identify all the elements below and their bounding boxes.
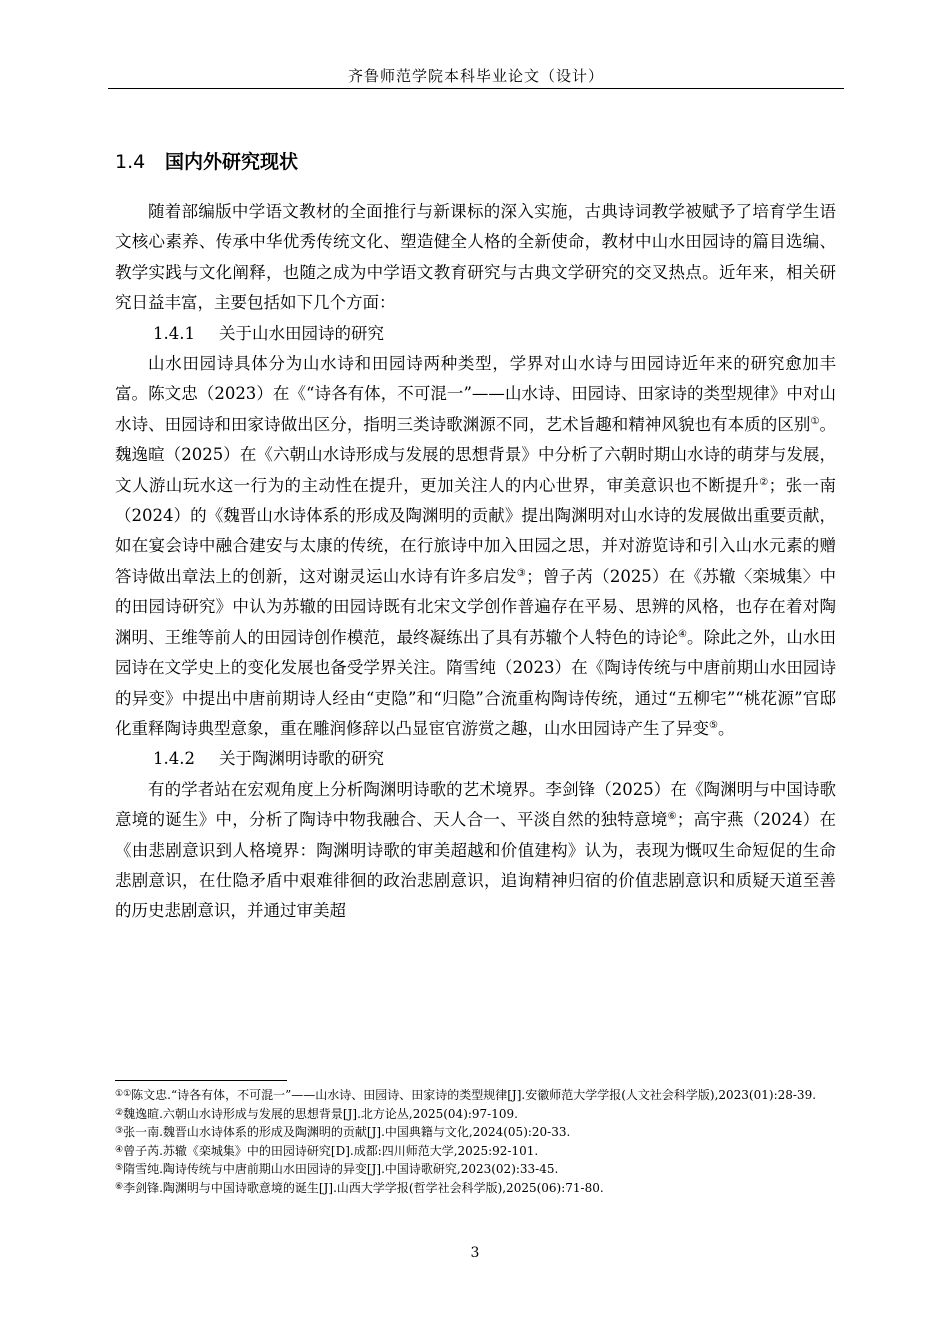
footnote-ref[interactable]: ② — [759, 476, 769, 488]
section-title: 国内外研究现状 — [165, 151, 299, 173]
text-run: ；高宇燕（2024）在《由悲剧意识到人格境界：陶渊明诗歌的审美超越和价值建构》认为，表现为慨叹生命短促的生命悲剧意识，在仕隐矛盾中艰难徘徊的政治悲剧意识，追询精神归宿的价值悲剧意识和质疑天道至善的历史悲剧意识，并通过审美超 — [115, 810, 837, 921]
text-run: 。 — [717, 718, 735, 738]
footnote-text: 张一南.魏晋山水诗体系的形成及陶渊明的贡献[J].中国典籍与文化,2024(05):20-33. — [123, 1125, 571, 1139]
intro-paragraph: 随着部编版中学语文教材的全面推行与新课标的深入实施，古典诗词教学被赋予了培育学生语文核心素养、传承中华优秀传统文化、塑造健全人格的全新使命，教材中山水田园诗的篇目选编、教学实践与文化阐释，也随之成为中学语文教育研究与古典文学研究的交叉热点。近年来，相关研究日益丰富，主要包括如下几个方面： — [115, 202, 836, 313]
subsection-title: 关于山水田园诗的研究 — [219, 323, 384, 343]
footnote-text: 李剑锋.陶渊明与中国诗歌意境的诞生[J].山西大学学报(哲学社会科学版),2025(06):71-80. — [123, 1180, 604, 1195]
footnote-ref[interactable]: ⑤ — [709, 719, 718, 731]
footnote-text: 曾子芮.苏辙《栾城集》中的田园诗研究[D].成都:四川师范大学,2025:92-101. — [123, 1143, 539, 1158]
footnote-ref[interactable]: ③ — [516, 567, 527, 579]
footnote-ref[interactable]: ⑥ — [667, 811, 677, 823]
page-header: 齐鲁师范学院本科毕业论文（设计） — [347, 67, 604, 85]
footnote-mark: ② — [115, 1107, 124, 1118]
footnote-mark: ③ — [115, 1126, 124, 1136]
text-run: ；曾子芮（2025）在《苏辙〈栾城集〉中的田园诗研究》中认为苏辙的田园诗既有北宋文学创作普遍存在平易、思辨的风格，也存在着对陶渊明、王维等前人的田园诗创作模范，最终凝练出了具有苏辙个人特色的诗论 — [115, 566, 836, 647]
subsection-title: 关于陶渊明诗歌的研究 — [219, 749, 384, 769]
subsection-number: 1.4.2 — [153, 749, 195, 769]
header-rule — [108, 88, 844, 89]
footnote-item — [115, 1123, 839, 1142]
text-run: 。除此之外，山水田园诗在文学史上的变化发展也备受学界关注。隋雪纯（2023）在《陶诗传统与中唐前期山水田园诗的异变》中提出中唐前期诗人经由“吏隐”和“归隐”合流重构陶诗传统，通过“五柳宅”“桃花源”官邸化重释陶诗典型意象，重在雕润修辞以凸显宦官游赏之趣，山水田园诗产生了异变 — [115, 627, 837, 738]
footnote-mark: ④ — [115, 1144, 124, 1155]
paragraph-tao-yuanming — [115, 775, 836, 927]
footnote-item — [115, 1142, 839, 1161]
text-run: 山水田园诗具体分为山水诗和田园诗两种类型，学界对山水诗与田园诗近年来的研究愈加丰富。陈文忠（2023）在《“诗各有体，不可混一”——山水诗、田园诗、田家诗的类型规律》中对山水诗、田园诗和田家诗做出区分，指明三类诗歌渊源不同，艺术旨趣和精神风貌也有本质的区别 — [115, 354, 836, 434]
page-number: 3 — [470, 1245, 480, 1261]
section-number: 1.4 — [115, 151, 146, 173]
footnote-item — [115, 1160, 839, 1179]
footnote-mark: ⑤ — [115, 1163, 124, 1173]
footnote-item — [115, 1105, 839, 1124]
footnote-item — [115, 1086, 839, 1105]
footnote-text: 隋雪纯.陶诗传统与中唐前期山水田园诗的异变[J].中国诗歌研究,2023(02):33-45. — [123, 1162, 559, 1176]
subsection-heading-1 — [115, 319, 836, 349]
footnote-item — [115, 1179, 839, 1198]
body-text — [115, 197, 836, 927]
text-run: 。魏逸暄（2025）在《六朝山水诗形成与发展的思想背景》中分析了六朝时期山水诗的萌芽与发展，文人游山玩水这一行为的主动性在提升，更加关注人的内心世界，审美意识也不断提升 — [115, 414, 837, 495]
footnote-text: 魏逸暄.六朝山水诗形成与发展的思想背景[J].北方论丛,2025(04):97-109. — [123, 1106, 518, 1121]
subsection-number: 1.4.1 — [153, 323, 195, 343]
footnotes — [115, 1086, 839, 1197]
footnote-ref[interactable]: ④ — [678, 628, 688, 640]
footnote-rule — [115, 1080, 287, 1081]
subsection-heading-2 — [115, 744, 836, 774]
footnote-text: 陈文忠.“诗各有体，不可混一”——山水诗、田园诗、田家诗的类型规律[J].安徽师范大学学报(人文社会科学版),2023(01):28-39. — [131, 1088, 817, 1102]
section-heading — [115, 148, 298, 176]
text-run: ；张一南（2024）的《魏晋山水诗体系的形成及陶渊明的贡献》提出陶渊明对山水诗的发展做出重要贡献，如在宴会诗中融合建安与太康的传统，在行旅诗中加入田园之思，并对游览诗和引入山水元素的赠答诗做出章法上的创新，这对谢灵运山水诗有许多启发 — [115, 475, 836, 586]
footnote-mark: ①① — [115, 1089, 132, 1099]
paragraph-landscape-poetry — [115, 349, 836, 744]
footnote-ref[interactable]: ① — [810, 415, 820, 427]
footnote-mark: ⑥ — [115, 1181, 124, 1192]
text-run: 有的学者站在宏观角度上分析陶渊明诗歌的艺术境界。李剑锋（2025）在《陶渊明与中国诗歌意境的诞生》中，分析了陶诗中物我融合、天人合一、平淡自然的独特意境 — [115, 779, 836, 830]
